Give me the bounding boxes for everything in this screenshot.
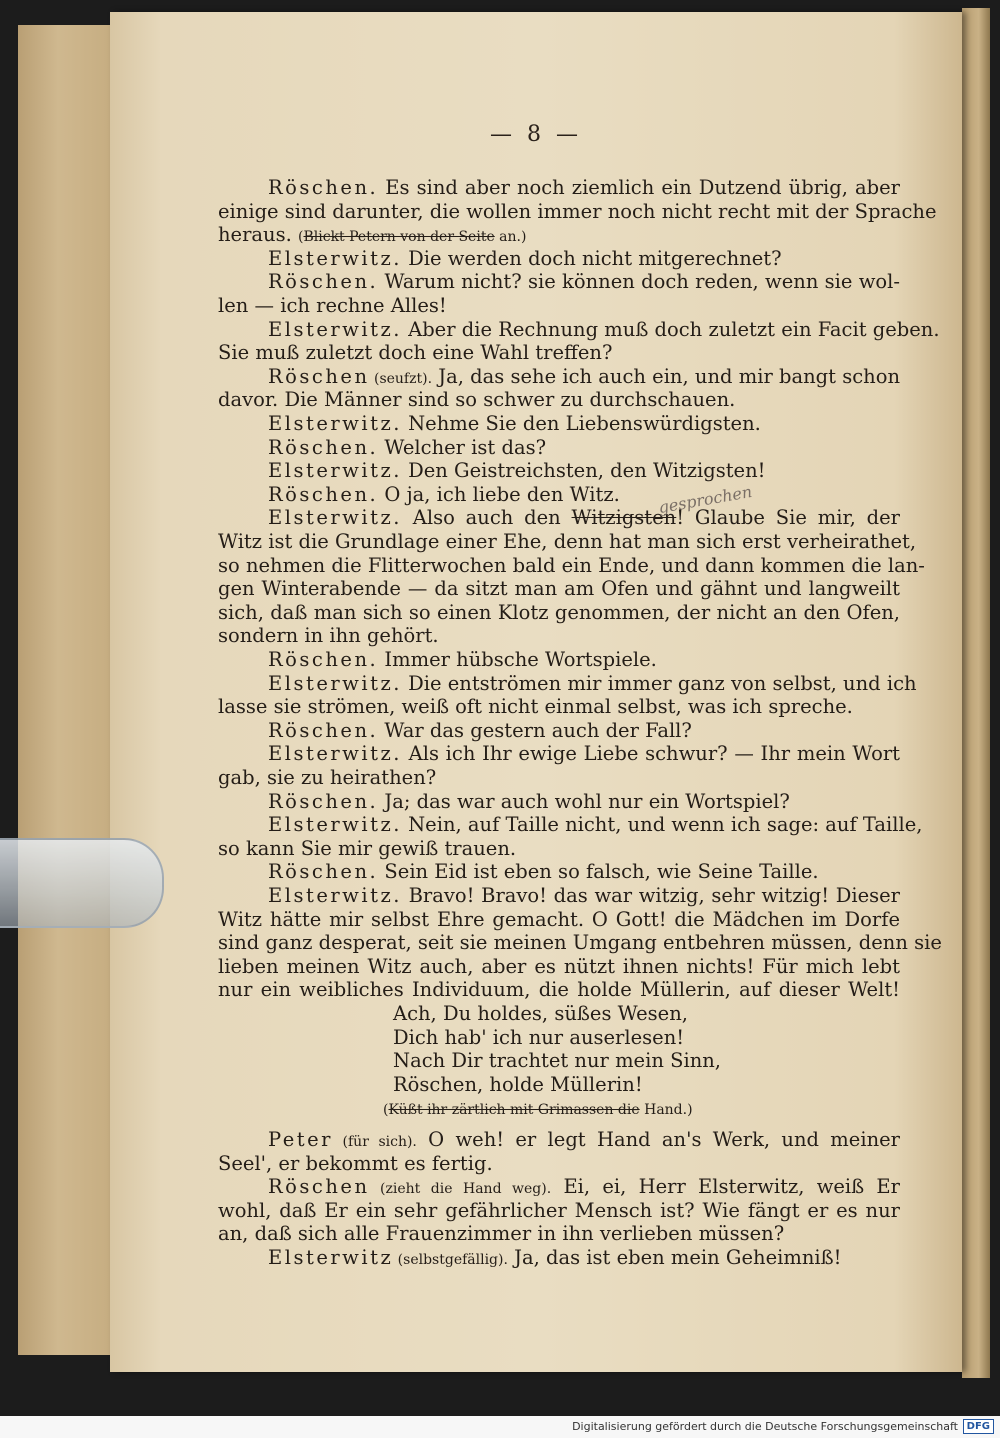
line-text: nur ein weibliches Individuum, die holde Müllerin, auf dieser Welt! <box>218 978 900 1001</box>
line-text: davor. Die Männer sind so schwer zu durchschauen. <box>218 388 736 411</box>
footer-bar <box>0 1416 1000 1438</box>
line-text: Dich hab' ich nur auserlesen! <box>393 1026 685 1049</box>
text-line <box>393 1048 873 1074</box>
line-text: Ja, das ist eben mein Geheimniß! <box>507 1246 842 1269</box>
line-text: Welcher ist das? <box>378 436 547 459</box>
speaker-name: Elsterwitz. <box>268 318 402 341</box>
text-line <box>218 930 942 956</box>
speaker-name: Elsterwitz. <box>268 412 402 435</box>
line-text: War das gestern auch der Fall? <box>378 719 692 742</box>
line-text: Bravo! Bravo! das war witzig, sehr witzig! Dieser <box>401 884 900 907</box>
speaker-name: Peter <box>268 1128 333 1151</box>
line-text: Den Geistreichsten, den Witzigsten! <box>401 459 766 482</box>
text-line <box>268 1245 900 1271</box>
line-text: lieben meinen Witz auch, aber es nützt ihnen nichts! Für mich lebt <box>218 955 900 978</box>
speaker-name: Röschen <box>268 365 370 388</box>
line-text: Warum nicht? sie können doch reden, wenn sie wol- <box>378 270 900 293</box>
line-text: Ei, ei, Herr Elsterwitz, weiß Er <box>551 1175 900 1198</box>
line-text: Ja; das war auch wohl nur ein Wortspiel? <box>378 790 790 813</box>
speaker-name: Röschen. <box>268 790 379 813</box>
line-text: so kann Sie mir gewiß trauen. <box>218 837 517 860</box>
line-text: ! Glaube Sie mir, der <box>676 506 900 529</box>
line-text: sondern in ihn gehört. <box>218 624 439 647</box>
speaker-name: Elsterwitz. <box>268 813 402 836</box>
speaker-name: Elsterwitz. <box>268 884 402 907</box>
handwritten-margin-note: gesprochen <box>657 481 754 518</box>
line-text: so nehmen die Flitterwochen bald ein Ende, und dann kommen die lan- <box>218 554 925 577</box>
text-line <box>218 694 900 720</box>
line-text: O weh! er legt Hand an's Werk, und meiner <box>416 1128 900 1151</box>
line-text: Als ich Ihr ewige Liebe schwur? — Ihr mein Wort <box>401 742 900 765</box>
line-text: Witz hätte mir selbst Ehre gemacht. O Gott! die Mädchen im Dorfe <box>218 908 900 931</box>
line-text: Sein Eid ist eben so falsch, wie Seine Taille. <box>378 860 819 883</box>
book-page <box>110 12 962 1372</box>
line-text: Es sind aber noch ziemlich ein Dutzend übrig, aber <box>378 176 900 199</box>
line-text: Nach Dir trachtet nur mein Sinn, <box>393 1049 722 1072</box>
line-text: wohl, daß Er ein sehr gefährlicher Mensch ist? Wie fängt er es nur <box>218 1199 900 1222</box>
stage-direction: (für sich). <box>332 1134 417 1150</box>
text-line <box>268 812 923 838</box>
text-line <box>268 1174 900 1200</box>
text-line <box>268 411 900 437</box>
dfg-logo: DFG <box>963 1419 994 1434</box>
page-number: — 8 — <box>490 122 582 147</box>
line-text: Ach, Du holdes, süßes Wesen, <box>393 1002 688 1025</box>
book-page-stack-left <box>18 25 120 1355</box>
line-text: len — ich rechne Alles! <box>218 294 447 317</box>
speaker-name: Elsterwitz. <box>268 459 402 482</box>
line-text: Ja, das sehe ich auch ein, und mir bangt schon <box>432 365 900 388</box>
stage-direction: (selbstgefällig). <box>393 1252 508 1268</box>
footer-text: Digitalisierung gefördert durch die Deutsche Forschungsgemeinschaft <box>572 1420 958 1433</box>
stage-direction: Hand.) <box>639 1102 693 1118</box>
stage-direction: (seufzt). <box>369 371 433 387</box>
line-text: gen Winterabende — da sitzt man am Ofen und gähnt und langweilt <box>218 577 900 600</box>
line-text: Also auch den <box>401 506 572 529</box>
speaker-name: Röschen. <box>268 176 379 199</box>
line-text: sich, daß man sich so einen Klotz genommen, der nicht an den Ofen, <box>218 601 900 624</box>
line-text: einige sind darunter, die wollen immer noch nicht recht mit der Sprache <box>218 200 937 223</box>
speaker-name: Elsterwitz. <box>268 672 402 695</box>
text-line <box>268 175 900 201</box>
speaker-name: Röschen. <box>268 483 379 506</box>
text-line <box>268 883 900 909</box>
stage-direction: Küßt ihr zärtlich mit Grimassen die <box>388 1102 640 1118</box>
speaker-name: Röschen. <box>268 860 379 883</box>
stage-direction: ( <box>298 229 304 245</box>
line-text: Immer hübsche Wortspiele. <box>378 648 657 671</box>
line-text: Sie muß zuletzt doch eine Wahl treffen? <box>218 341 613 364</box>
text-line <box>218 222 900 248</box>
speaker-name: Elsterwitz <box>268 1246 394 1269</box>
line-text: Die entströmen mir immer ganz von selbst, und ich <box>401 672 917 695</box>
text-line <box>393 1001 873 1027</box>
text-line <box>218 340 900 366</box>
page-clip <box>0 838 164 928</box>
speaker-name: Röschen. <box>268 436 379 459</box>
text-line <box>268 741 900 767</box>
line-text: gab, sie zu heirathen? <box>218 766 437 789</box>
speaker-name: Röschen <box>268 1175 370 1198</box>
line-text: sind ganz desperat, seit sie meinen Umgang entbehren müssen, denn sie <box>218 931 942 954</box>
line-text: Nein, auf Taille nicht, und wenn ich sage: auf Taille, <box>401 813 923 836</box>
text-line <box>218 576 900 602</box>
line-text: Witz ist die Grundlage einer Ehe, denn hat man sich erst verheirathet, <box>218 530 917 553</box>
line-text: an, daß sich alle Frauenzimmer in ihn verlieben müssen? <box>218 1222 785 1245</box>
text-line <box>218 293 900 319</box>
line-text: heraus. <box>218 223 299 246</box>
text-line <box>218 977 900 1003</box>
stage-direction: Blickt Petern von der Seite <box>303 229 495 245</box>
text-line <box>218 387 900 413</box>
book-page-edge-right <box>962 8 990 1378</box>
stage-direction: (zieht die Hand weg). <box>369 1181 552 1197</box>
stage-direction: ( <box>383 1102 389 1118</box>
text-line <box>268 269 900 295</box>
text-line <box>218 529 917 555</box>
line-text: Die werden doch nicht mitgerechnet? <box>401 247 782 270</box>
text-line <box>268 505 900 531</box>
line-text: Röschen, holde Müllerin! <box>393 1073 643 1096</box>
speaker-name: Röschen. <box>268 719 379 742</box>
text-line <box>268 458 900 484</box>
line-text: O ja, ich liebe den Witz. <box>378 483 620 506</box>
speaker-name: Elsterwitz. <box>268 742 402 765</box>
line-text: Nehme Sie den Liebenswürdigsten. <box>401 412 761 435</box>
text-line <box>268 647 900 673</box>
text-line <box>218 1221 900 1247</box>
text-line <box>218 623 900 649</box>
text-line <box>268 1127 900 1153</box>
speaker-name: Röschen. <box>268 270 379 293</box>
text-line <box>218 765 900 791</box>
line-text: lasse sie strömen, weiß oft nicht einmal selbst, was ich spreche. <box>218 695 853 718</box>
line-text: Witzigsten <box>571 506 677 529</box>
line-text: Seel', er bekommt es fertig. <box>218 1152 493 1175</box>
speaker-name: Elsterwitz. <box>268 506 402 529</box>
stage-direction: an.) <box>494 229 527 245</box>
text-line <box>268 859 900 885</box>
speaker-name: Röschen. <box>268 648 379 671</box>
line-text: Aber die Rechnung muß doch zuletzt ein Facit geben. <box>401 318 940 341</box>
speaker-name: Elsterwitz. <box>268 247 402 270</box>
text-line <box>383 1095 863 1121</box>
